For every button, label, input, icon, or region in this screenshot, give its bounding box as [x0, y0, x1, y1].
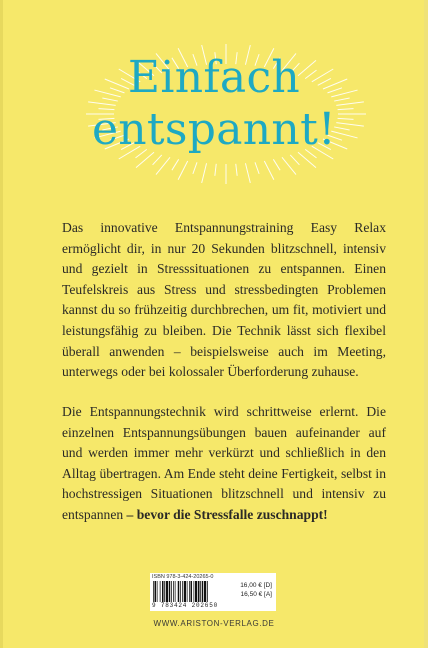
barcode-label: [150, 573, 276, 611]
barcode-bar: [204, 581, 206, 602]
barcode-bar: [187, 581, 188, 602]
barcode-bar: [198, 581, 200, 602]
blurb-paragraph-2: [62, 402, 386, 526]
barcode-bar: [171, 581, 172, 602]
sunburst-ray: [264, 161, 274, 180]
sunburst-ray: [290, 155, 299, 165]
publisher-url: WWW.ARISTON-VERLAG.DE: [153, 619, 275, 628]
barcode-bar: [178, 581, 180, 602]
barcode-bar: [175, 581, 176, 602]
sunburst-ray: [245, 163, 250, 183]
barcode-digits: 9 783424 202650: [152, 602, 219, 609]
blurb-paragraph-2-bold: – bevor die Stressfalle zuschnappt!: [123, 506, 328, 522]
barcode-bar: [180, 581, 181, 602]
barcode-bar: [184, 581, 186, 602]
blurb-paragraph-2-text: Die Entspannungstechnik wird schrittweise erlernt. Die einzelnen Entspannungsübungen bauen aufeinander auf und werden immer mehr verkürzt und schließlich in den Alltag übertragen. Am Ende steht deine Fertigkeit, selbst in hochstressigen Situationen blitzschnell und intensiv zu entspannen: [62, 404, 386, 522]
barcode-bar: [157, 581, 158, 602]
barcode-bar: [173, 581, 174, 602]
barcode-bar: [194, 581, 195, 602]
price-germany: 16,00 € [D]: [240, 582, 272, 589]
barcode-bar: [182, 581, 183, 602]
barcode-bar: [164, 581, 165, 602]
sunburst-ray: [215, 164, 216, 176]
sunburst-ray: [156, 157, 170, 174]
sunburst-ray: [193, 162, 197, 174]
barcode-bar: [189, 581, 190, 602]
barcode-bar: [169, 581, 171, 602]
sunburst-ray: [153, 155, 162, 165]
sunburst-ray: [178, 161, 188, 180]
isbn-text: ISBN 978-3-424-20265-0: [152, 574, 214, 580]
barcode-bar: [155, 581, 157, 602]
barcode-bar: [195, 581, 197, 602]
sunburst-ray: [273, 159, 280, 170]
sunburst-ray: [236, 164, 237, 176]
barcode-bar: [207, 581, 208, 602]
price-austria: 16,50 € [A]: [240, 591, 272, 598]
barcode-bar: [202, 581, 204, 602]
title-line-1: Einfach: [127, 52, 301, 103]
title-line-2: entspannt!: [91, 104, 337, 155]
blurb-paragraph-1: Das innovative Entspannungstraining Easy Relax ermöglicht dir, in nur 20 Sekunden blitzschnell, intensiv und gezielt in Stresssituationen zu entspannen. Einen Teufelskreis aus Stress und stressbedingten Problemen kannst du so frühzeitig durchbrechen, um fit, motiviert und leistungsfähig zu bleiben. Die Technik lässt sich flexibel überall anwenden – beispielsweise auch im Meeting, unterwegs oder bei kolossaler Überforderung zuhause.: [62, 220, 386, 380]
book-title: [0, 52, 428, 156]
barcode-bar: [166, 581, 168, 602]
sunburst-ray: [255, 162, 259, 174]
sunburst-ray: [172, 159, 179, 170]
sunburst-ray: [202, 163, 207, 183]
barcode-bar: [191, 581, 193, 602]
barcode-bar: [153, 581, 154, 602]
barcode-bar: [162, 581, 164, 602]
barcode-icon: [153, 581, 229, 602]
barcode-bar: [200, 581, 201, 602]
sunburst-ray: [282, 157, 296, 174]
barcode-bar: [160, 581, 161, 602]
